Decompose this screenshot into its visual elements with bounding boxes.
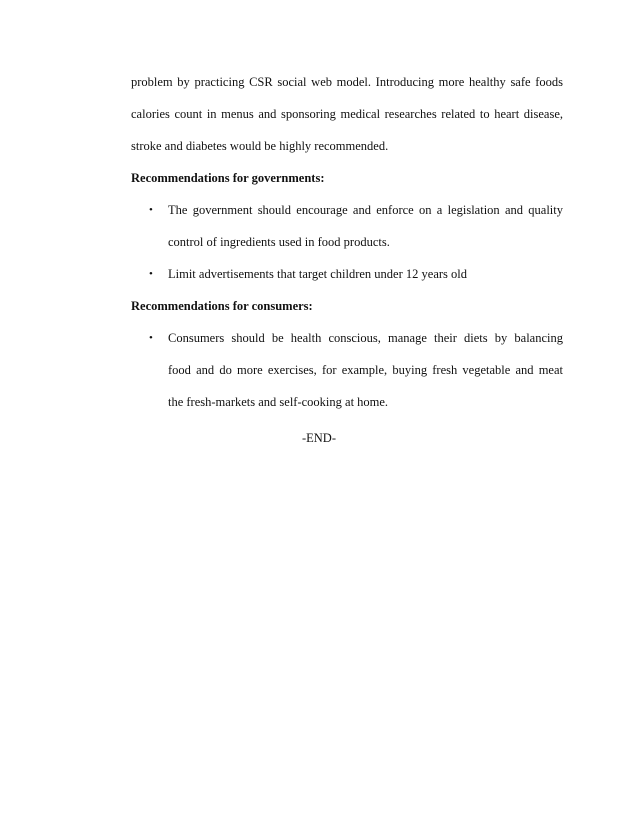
list-item-text: the fresh-markets and self-cooking at home. [168, 395, 389, 409]
list-item [131, 194, 563, 226]
consumers-heading: Recommendations for consumers: [131, 299, 313, 313]
bullet-icon: • [149, 332, 153, 344]
paragraph-line: problem by practicing CSR social web model. Introducing more healthy safe foods [131, 75, 563, 89]
list-item-text: control of ingredients used in food products. [168, 235, 390, 249]
list-item-text: food and do more exercises, for example, buying fresh vegetable and meat [168, 363, 563, 377]
paragraph-line: stroke and diabetes would be highly recommended. [131, 139, 389, 153]
list-item-text: The government should encourage and enforce on a legislation and quality [168, 203, 563, 217]
list-item-text: Consumers should be health conscious, manage their diets by balancing [168, 331, 563, 345]
list-item [131, 258, 563, 290]
paragraph-line: calories count in menus and sponsoring medical researches related to heart disease, [131, 107, 563, 121]
governments-heading: Recommendations for governments: [131, 171, 325, 185]
end-mark: -END- [301, 431, 336, 445]
bullet-icon: • [149, 204, 153, 216]
list-item [131, 322, 563, 354]
bullet-icon: • [149, 268, 153, 280]
list-item-text: Limit advertisements that target children under 12 years old [168, 267, 467, 281]
page-content [131, 66, 563, 418]
